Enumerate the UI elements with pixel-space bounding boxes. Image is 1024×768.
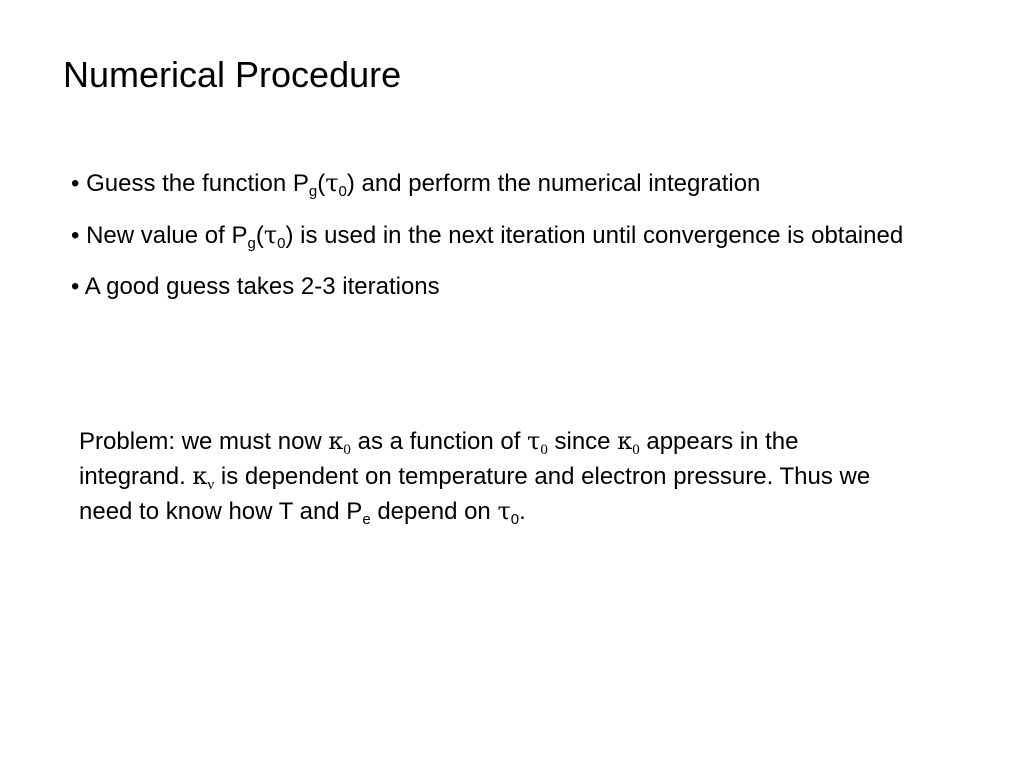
slide-title: Numerical Procedure: [63, 54, 402, 95]
subscript: g: [308, 183, 318, 200]
bullet-text: New value of P: [79, 222, 248, 249]
tau-symbol: τ: [263, 221, 278, 249]
bullet-marker: •: [71, 170, 80, 197]
bullet-marker: •: [71, 222, 80, 249]
problem-text: since: [547, 428, 618, 455]
bullet-list: [71, 166, 961, 321]
subscript: ν: [207, 477, 215, 493]
problem-text: .: [519, 498, 526, 525]
problem-text: as a function of: [350, 428, 528, 455]
subscript: e: [362, 511, 371, 528]
tau-symbol: $\tau_0$: [527, 427, 548, 458]
bullet-text: Guess the function P: [79, 170, 309, 197]
bullet-text: (: [317, 170, 326, 197]
bullet-text: ) is used in the next iteration until convergence is obtained: [285, 222, 904, 249]
kappa-symbol: $\kappa_0$: [617, 427, 640, 458]
kappa-nu-symbol: $\kappa_\nu$: [192, 462, 215, 493]
bullet-text: ) and perform the numerical integration: [346, 170, 761, 197]
tau-symbol: τ: [325, 169, 339, 197]
bullet-item-1: [71, 166, 961, 201]
problem-text: depend on: [370, 498, 498, 525]
bullet-item-2: [71, 218, 961, 253]
problem-text: is dependent on temperature and electron pressure. Thus we need to know how T and P: [79, 463, 871, 525]
subscript: 0: [277, 235, 286, 252]
tau-symbol: τ: [497, 497, 511, 525]
subscript: g: [247, 235, 256, 252]
bullet-item-3: [71, 270, 961, 304]
subscript: 0: [338, 183, 347, 200]
subscript: 0: [343, 442, 351, 458]
problem-statement: [79, 424, 909, 529]
problem-text: Problem: we must now: [79, 428, 329, 455]
subscript: 0: [632, 442, 640, 458]
bullet-marker: •: [71, 273, 80, 300]
bullet-text: (: [255, 222, 264, 249]
subscript: 0: [540, 442, 548, 458]
bullet-text: A good guess takes 2-3 iterations: [79, 273, 440, 300]
kappa-symbol: $\kappa_0$: [328, 427, 351, 458]
problem-text: appears in the integrand.: [79, 428, 799, 490]
subscript: 0: [510, 511, 520, 528]
